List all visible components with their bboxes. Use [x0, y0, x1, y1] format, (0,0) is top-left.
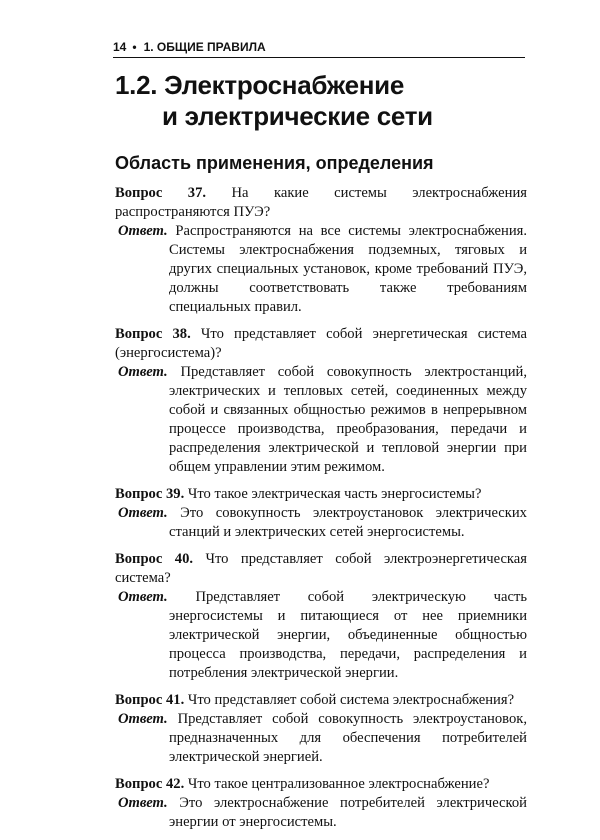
answer: [115, 222, 527, 317]
qa-item-39: [115, 485, 527, 542]
answer: [115, 363, 527, 477]
question: [115, 550, 527, 588]
qa-item-41: [115, 691, 527, 767]
qa-item-42: [115, 775, 527, 832]
running-header: [113, 38, 525, 56]
answer-label: Ответ.: [118, 223, 168, 239]
header-separator: •: [132, 40, 137, 54]
question: [115, 184, 527, 222]
question-label: Вопрос 39.: [115, 486, 185, 502]
section-title-line-2: и электрические сети: [162, 101, 433, 131]
question: [115, 325, 527, 363]
answer-label: Ответ.: [118, 795, 168, 811]
section-title-line-1: 1.2. Электроснабжение: [115, 70, 404, 100]
qa-item-37: [115, 184, 527, 317]
answer-label: Ответ.: [118, 505, 168, 521]
qa-item-38: [115, 325, 527, 477]
answer: [115, 794, 527, 832]
question-text: Что представляет собой система электроснабжения?: [187, 692, 515, 708]
answer-text: Распространяются на все системы электроснабжения. Системы электроснабжения подземных, тяговых и других специальных установок, кроме требований ПУЭ, должны соответствовать также требованиям специальных правил.: [169, 223, 527, 315]
answer-text: Это электроснабжение потребителей электрической энергии от энергосистемы.: [169, 795, 527, 830]
answer-text: Представляет собой совокупность электроустановок, предназначенных для обеспечения потребителей электрической энергией.: [169, 711, 527, 765]
section-title: [115, 70, 525, 132]
qa-item-40: [115, 550, 527, 683]
answer: [115, 504, 527, 542]
answer-label: Ответ.: [118, 711, 168, 727]
question-label: Вопрос 40.: [115, 551, 194, 567]
question-label: Вопрос 41.: [115, 692, 185, 708]
answer: [115, 710, 527, 767]
header-rule: [113, 57, 525, 58]
page-number: 14: [113, 40, 127, 54]
question-text: На какие системы электроснабжения распространяются ПУЭ?: [115, 185, 527, 220]
answer-label: Ответ.: [118, 589, 168, 605]
question-text: Что такое централизованное электроснабжение?: [187, 776, 490, 792]
answer-text: Представляет собой совокупность электростанций, электрических и тепловых сетей, соединенных между собой и связанных общностью режимов в непрерывном процессе производства, преобразования, передачи и распределения электрической и тепловой энергии при общем управлении этим режимом.: [169, 364, 527, 475]
question-text: Что представляет собой энергетическая система (энергосистема)?: [115, 326, 527, 361]
question-label: Вопрос 37.: [115, 185, 207, 201]
question: [115, 691, 527, 710]
subsection-title: Область применения, определения: [115, 153, 434, 173]
question-text: Что представляет собой электроэнергетическая система?: [115, 551, 527, 586]
answer-text: Представляет собой электрическую часть энергосистемы и питающиеся от нее приемники электрической энергии, объединенные общностью процесса производства, передачи, распределения и потребления электрической энергии.: [169, 589, 527, 681]
answer: [115, 588, 527, 683]
question: [115, 485, 527, 504]
chapter-title: 1. ОБЩИЕ ПРАВИЛА: [143, 40, 266, 54]
question-label: Вопрос 42.: [115, 776, 185, 792]
answer-text: Это совокупность электроустановок электрических станций и электрических сетей энергосистемы.: [169, 505, 527, 540]
answer-label: Ответ.: [118, 364, 168, 380]
qa-list: [115, 184, 527, 840]
question-text: Что такое электрическая часть энергосистемы?: [187, 486, 482, 502]
question: [115, 775, 527, 794]
question-label: Вопрос 38.: [115, 326, 191, 342]
